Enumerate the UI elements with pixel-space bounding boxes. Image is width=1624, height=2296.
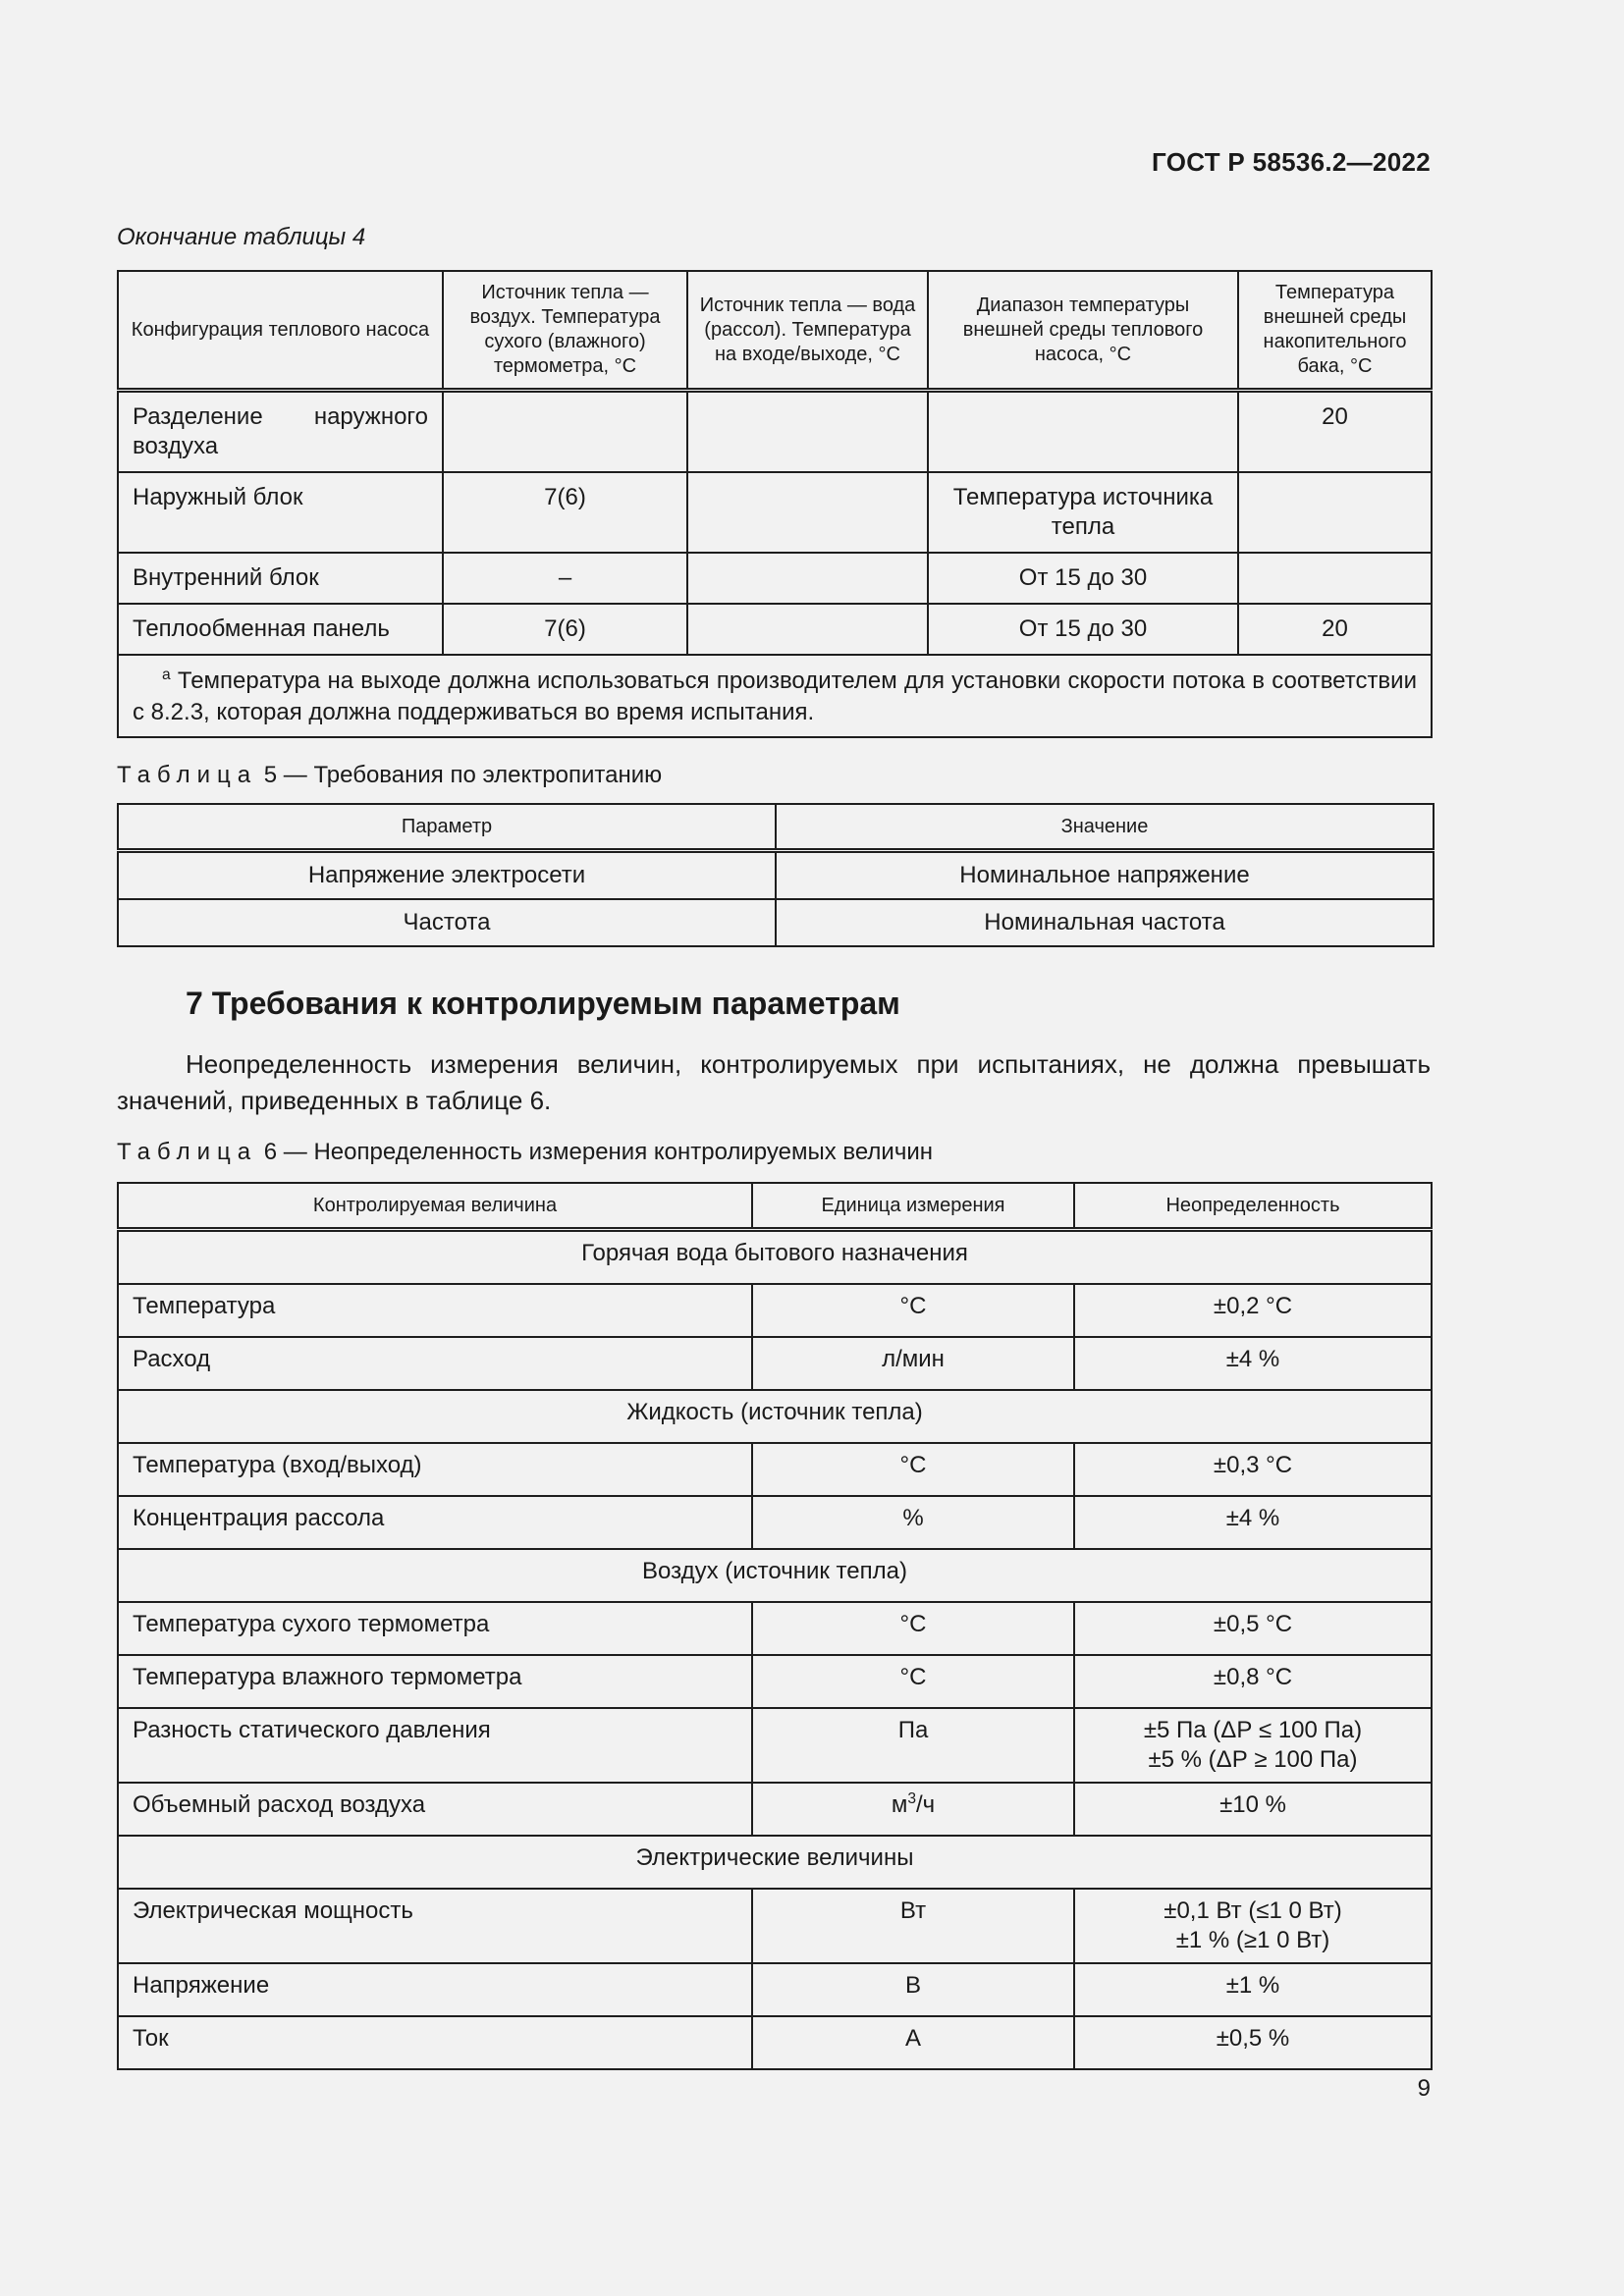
table-row	[118, 1337, 1432, 1390]
table6-caption-word: Таблица	[117, 1139, 258, 1165]
table6-quantity: Температура влажного термометра	[118, 1655, 752, 1708]
table6-uncertainty	[1074, 1496, 1432, 1549]
table4-cell	[687, 604, 928, 655]
table6-group-row	[118, 1230, 1432, 1285]
table4-header-cell: Источник тепла — воздух. Температура сухого (влажного) термометра, °С	[443, 271, 687, 391]
table6-header-cell: Единица измерения	[752, 1183, 1074, 1230]
table-5	[117, 803, 1435, 947]
table-row	[118, 553, 1432, 604]
unit-tail: /ч	[916, 1791, 936, 1818]
table4-footnote	[118, 655, 1432, 737]
table-row	[118, 1963, 1432, 2016]
table6-quantity: Температура (вход/выход)	[118, 1443, 752, 1496]
table4-cell: От 15 до 30	[928, 553, 1238, 604]
unit-exponent: 3	[907, 1790, 916, 1807]
table6-unit: л/мин	[752, 1337, 1074, 1390]
footnote-marker: а	[162, 667, 171, 683]
uncertainty-value-second: ±5 % (ΔР ≥ 100 Па)	[1148, 1746, 1358, 1773]
table5-caption-text: 5 — Требования по электропитанию	[263, 762, 663, 788]
table5-caption-word: Таблица	[117, 762, 258, 788]
uncertainty-value: ±0,2 °С	[1213, 1293, 1293, 1319]
table-row	[118, 1496, 1432, 1549]
table5-caption	[117, 762, 662, 789]
table4-config-cell: Внутренний блок	[118, 553, 443, 604]
table4-header-cell: Температура внешней среды накопительного бака, °С	[1238, 271, 1432, 391]
table6-unit: В	[752, 1963, 1074, 2016]
table6-uncertainty	[1074, 1284, 1432, 1337]
uncertainty-value: ±5 Па (ΔР ≤ 100 Па)	[1143, 1717, 1363, 1743]
table6-group-row	[118, 1836, 1432, 1889]
table4-cell: –	[443, 553, 687, 604]
table4-cell	[443, 391, 687, 473]
table4-cell: 20	[1238, 391, 1432, 473]
section-paragraph: Неопределенность измерения величин, контролируемых при испытаниях, не должна превышать значений, приведенных в таблице 6.	[117, 1049, 1431, 1115]
table6-uncertainty	[1074, 2016, 1432, 2069]
table4-footnote-row	[118, 655, 1432, 737]
table6-unit: %	[752, 1496, 1074, 1549]
table6-quantity: Объемный расход воздуха	[118, 1783, 752, 1836]
table4-continuation-caption: Окончание таблицы 4	[117, 224, 366, 250]
table4-cell	[687, 391, 928, 473]
table4-cell: От 15 до 30	[928, 604, 1238, 655]
table4-cell	[687, 472, 928, 553]
table6-caption-text: 6 — Неопределенность измерения контролируемых величин	[263, 1139, 933, 1165]
table6-quantity: Температура	[118, 1284, 752, 1337]
table-row	[118, 2016, 1432, 2069]
uncertainty-value: ±1 %	[1225, 1972, 1280, 1999]
table6-quantity: Электрическая мощность	[118, 1889, 752, 1963]
unit-base: м	[891, 1791, 908, 1818]
uncertainty-value: ±10 %	[1219, 1791, 1286, 1818]
table-row	[118, 899, 1434, 946]
table-row	[118, 604, 1432, 655]
table6-header-row	[118, 1183, 1432, 1230]
table-row	[118, 1443, 1432, 1496]
table6-header-cell: Контролируемая величина	[118, 1183, 752, 1230]
table-row	[118, 1284, 1432, 1337]
table6-quantity: Температура сухого термометра	[118, 1602, 752, 1655]
table-4	[117, 270, 1433, 738]
table4-header-cell: Конфигурация теплового насоса	[118, 271, 443, 391]
table5-cell: Номинальное напряжение	[776, 851, 1434, 900]
table6-quantity: Ток	[118, 2016, 752, 2069]
uncertainty-value: ±0,3 °С	[1213, 1452, 1293, 1478]
table6-unit: А	[752, 2016, 1074, 2069]
table4-config-cell: Теплообменная панель	[118, 604, 443, 655]
table4-cell	[1238, 553, 1432, 604]
table4-cell	[928, 391, 1238, 473]
table-row	[118, 851, 1434, 900]
table6-uncertainty	[1074, 1443, 1432, 1496]
table4-cell: 20	[1238, 604, 1432, 655]
table6-header-cell: Неопределенность	[1074, 1183, 1432, 1230]
table-row	[118, 1708, 1432, 1783]
table4-cell: Температура источника тепла	[928, 472, 1238, 553]
table6-uncertainty	[1074, 1783, 1432, 1836]
table5-cell: Частота	[118, 899, 776, 946]
table5-header-cell: Значение	[776, 804, 1434, 851]
uncertainty-value: ±4 %	[1225, 1505, 1280, 1531]
footnote-text: Температура на выходе должна использоваться производителем для установки скорости потока в соответствии с 8.2.3, которая должна поддерживаться во время испытания.	[133, 667, 1417, 725]
uncertainty-value: ±0,1 Вт (≤1 0 Вт)	[1164, 1897, 1342, 1924]
table6-uncertainty	[1074, 1963, 1432, 2016]
table-6	[117, 1182, 1433, 2070]
uncertainty-value: ±0,5 °С	[1213, 1611, 1293, 1637]
table4-header-row	[118, 271, 1432, 391]
table6-unit: °С	[752, 1443, 1074, 1496]
table-row	[118, 1783, 1432, 1836]
table6-group-title: Жидкость (источник тепла)	[118, 1390, 1432, 1443]
table6-group-title: Электрические величины	[118, 1836, 1432, 1889]
table6-group-title: Горячая вода бытового назначения	[118, 1230, 1432, 1285]
table-row	[118, 472, 1432, 553]
table5-header-cell: Параметр	[118, 804, 776, 851]
table6-group-row	[118, 1549, 1432, 1602]
table5-cell: Напряжение электросети	[118, 851, 776, 900]
uncertainty-value: ±0,5 %	[1216, 2025, 1290, 2052]
uncertainty-value: ±4 %	[1225, 1346, 1280, 1372]
table4-config-cell: Наружный блок	[118, 472, 443, 553]
table-row	[118, 1602, 1432, 1655]
table6-unit: °С	[752, 1602, 1074, 1655]
table6-unit: Вт	[752, 1889, 1074, 1963]
table6-quantity: Концентрация рассола	[118, 1496, 752, 1549]
section-heading: 7 Требования к контролируемым параметрам	[186, 986, 900, 1021]
table6-unit: °С	[752, 1284, 1074, 1337]
table6-quantity: Расход	[118, 1337, 752, 1390]
table4-header-cell: Источник тепла — вода (рассол). Температура на входе/выходе, °С	[687, 271, 928, 391]
table6-uncertainty	[1074, 1889, 1432, 1963]
table6-quantity: Напряжение	[118, 1963, 752, 2016]
uncertainty-value: ±0,8 °С	[1213, 1664, 1293, 1690]
table5-header-row	[118, 804, 1434, 851]
table6-caption	[117, 1139, 933, 1166]
page-number: 9	[1417, 2075, 1431, 2102]
table4-cell	[1238, 472, 1432, 553]
table6-uncertainty	[1074, 1655, 1432, 1708]
table6-unit: °С	[752, 1655, 1074, 1708]
table6-uncertainty	[1074, 1708, 1432, 1783]
table6-uncertainty	[1074, 1337, 1432, 1390]
table4-cell	[687, 553, 928, 604]
table4-header-cell: Диапазон температуры внешней среды теплового насоса, °С	[928, 271, 1238, 391]
table6-group-title: Воздух (источник тепла)	[118, 1549, 1432, 1602]
table6-quantity: Разность статического давления	[118, 1708, 752, 1783]
table-row	[118, 1655, 1432, 1708]
table4-config-cell: Разделение наружного воздуха	[118, 391, 443, 473]
table4-cell: 7(6)	[443, 604, 687, 655]
table4-cell: 7(6)	[443, 472, 687, 553]
standard-code: ГОСТ Р 58536.2—2022	[1152, 147, 1431, 177]
table-row	[118, 391, 1432, 473]
table6-group-row	[118, 1390, 1432, 1443]
table6-unit	[752, 1783, 1074, 1836]
table6-unit: Па	[752, 1708, 1074, 1783]
uncertainty-value-second: ±1 % (≥1 0 Вт)	[1175, 1927, 1330, 1953]
table6-uncertainty	[1074, 1602, 1432, 1655]
table5-cell: Номинальная частота	[776, 899, 1434, 946]
table-row	[118, 1889, 1432, 1963]
